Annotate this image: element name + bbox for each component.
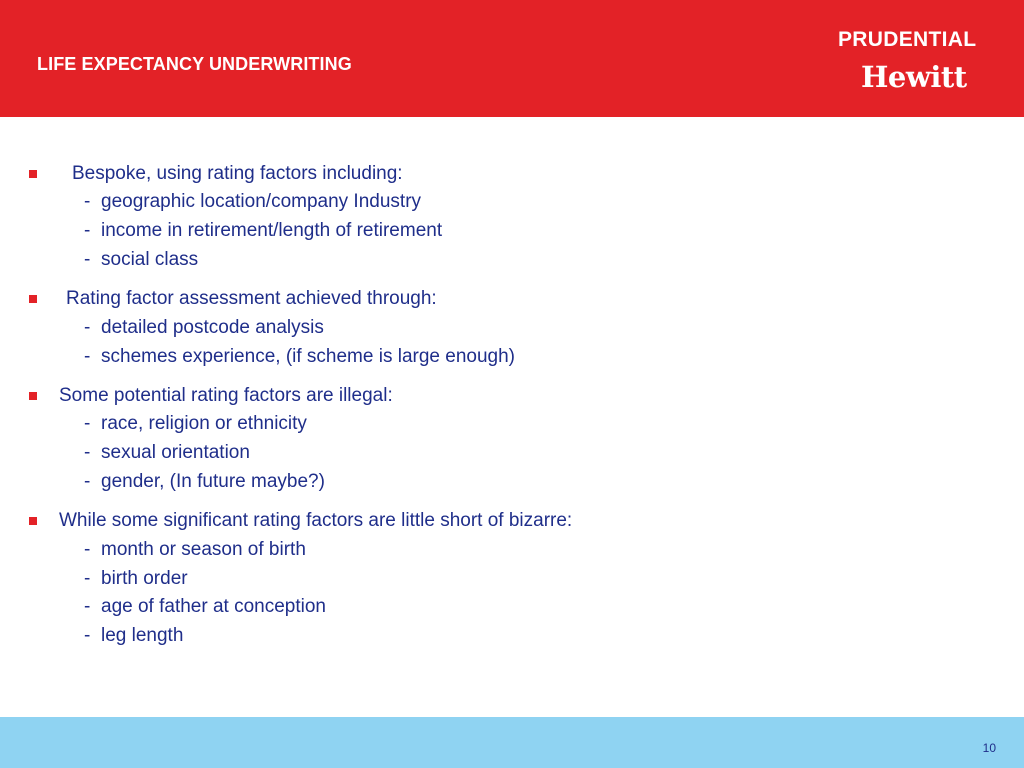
list-item: schemes experience, (if scheme is large enough) [101,346,515,367]
list-item: leg length [101,625,184,646]
bullet-square-icon [29,295,37,303]
bullet-square-icon [29,392,37,400]
list-item: social class [101,249,199,270]
section-heading: While some significant rating factors are little short of bizarre: [59,510,573,531]
dash-marker: - [84,568,91,589]
dash-marker: - [84,442,91,463]
dash-marker: - [84,596,91,617]
slide-title: LIFE EXPECTANCY UNDERWRITING [37,54,352,74]
dash-marker: - [84,317,91,338]
dash-marker: - [84,539,91,560]
section-heading: Rating factor assessment achieved through: [66,288,437,309]
footer-bar [0,717,1024,768]
list-item: sexual orientation [101,442,250,463]
dash-marker: - [84,249,91,270]
dash-marker: - [84,413,91,434]
list-item: race, religion or ethnicity [101,413,307,434]
list-item: month or season of birth [101,539,306,560]
section-heading: Some potential rating factors are illegal: [59,385,393,406]
dash-marker: - [84,471,91,492]
dash-marker: - [84,191,91,212]
section-heading: Bespoke, using rating factors including: [72,163,403,184]
bullet-square-icon [29,517,37,525]
list-item: geographic location/company Industry [101,191,422,212]
brand-logo-hewitt: Hewitt [861,60,967,94]
dash-marker: - [84,625,91,646]
brand-logo-prudential: PRUDENTIAL [838,28,977,51]
list-item: birth order [101,568,188,589]
list-item: income in retirement/length of retirement [101,220,443,241]
list-item: detailed postcode analysis [101,317,324,338]
dash-marker: - [84,220,91,241]
list-item: age of father at conception [101,596,326,617]
list-item: gender, (In future maybe?) [101,471,325,492]
dash-marker: - [84,346,91,367]
bullet-square-icon [29,170,37,178]
page-number: 10 [982,741,996,755]
